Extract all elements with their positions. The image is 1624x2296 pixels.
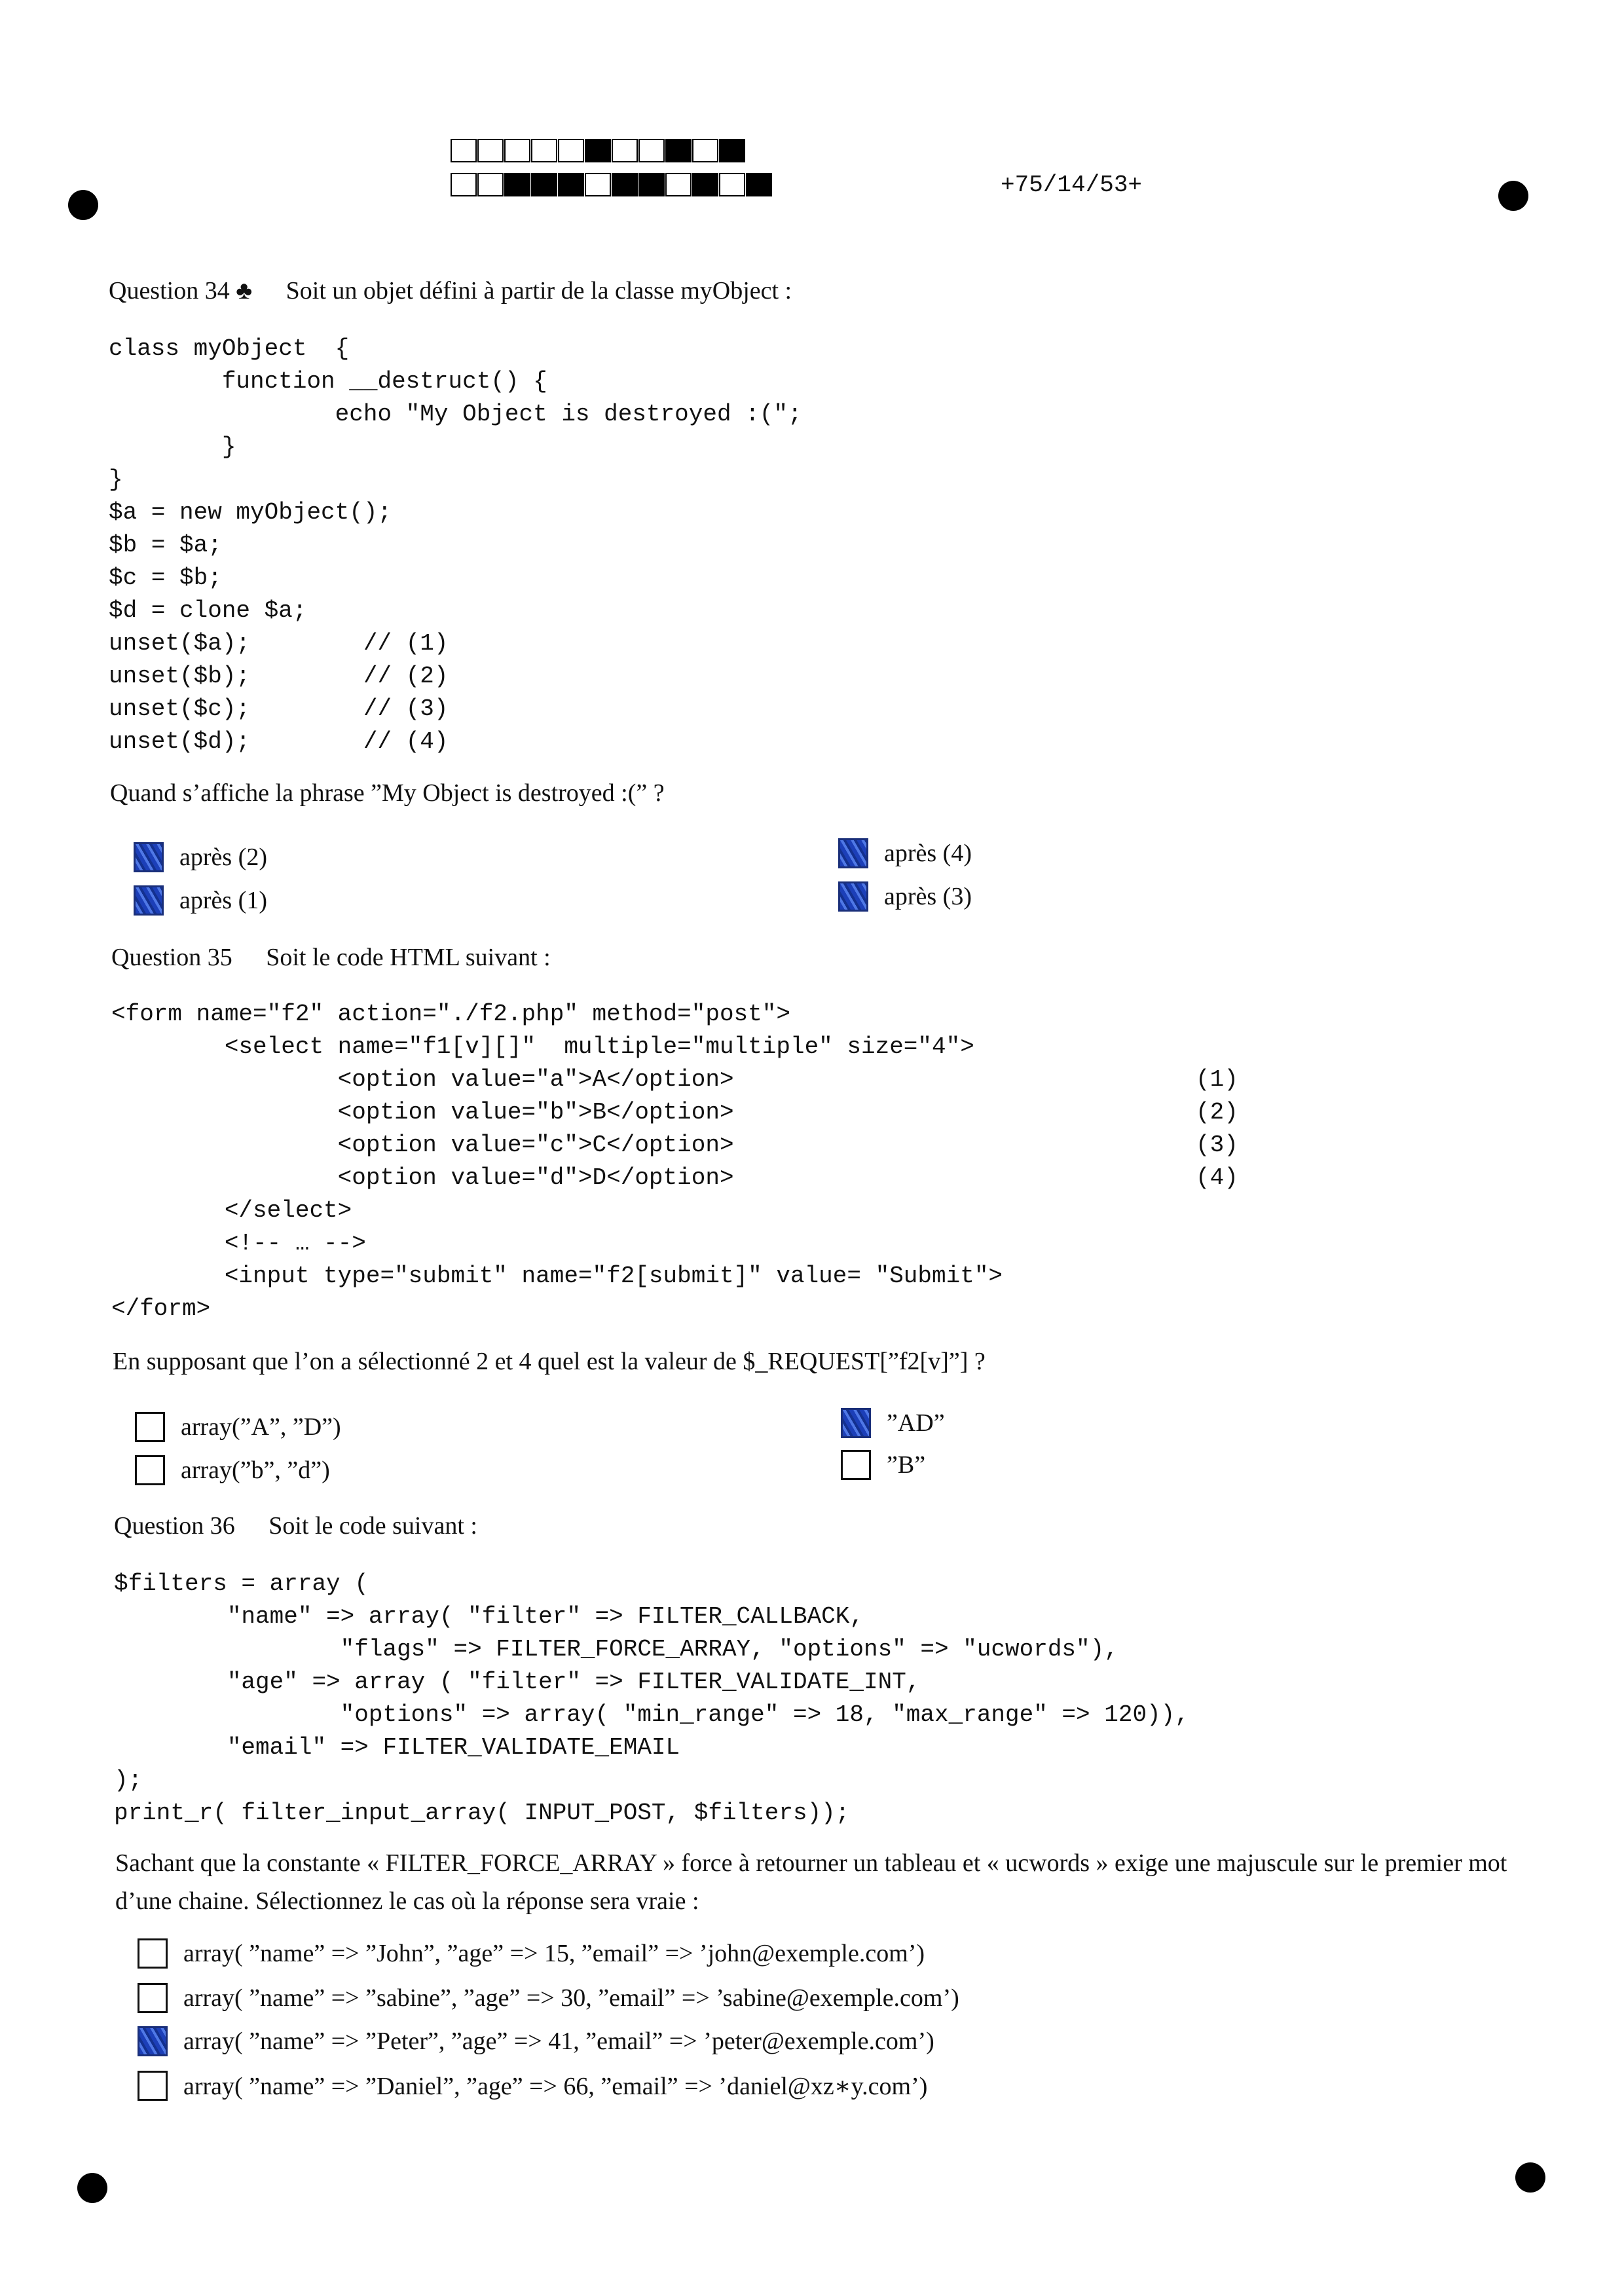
q34-option-2-checkbox[interactable] (134, 885, 164, 916)
barcode-top-cell (504, 139, 530, 162)
barcode-top-cell (665, 139, 692, 162)
q34-option-4[interactable] (838, 881, 972, 912)
q36-option-2-checkbox[interactable] (138, 1983, 168, 2013)
registration-mark-top-right (1498, 181, 1528, 211)
q35-option-3-checkbox[interactable] (841, 1408, 871, 1438)
barcode-top-cell (638, 139, 665, 162)
q36-option-1-label: array( ”name” => ”John”, ”age” => 15, ”email” => ’john@exemple.com’) (183, 1940, 925, 1967)
question-34-prompt: Quand s’affiche la phrase ”My Object is destroyed :(” ? (110, 779, 665, 807)
q35-option-3[interactable] (841, 1408, 945, 1438)
question-35-line-numbers: (1) (2) (3) (4) (1196, 1066, 1238, 1191)
question-34-text: Soit un objet défini à partir de la classe myObject : (286, 277, 792, 305)
registration-mark-bottom-right (1515, 2162, 1545, 2193)
q34-option-3-checkbox[interactable] (838, 838, 868, 868)
q35-option-4-checkbox[interactable] (841, 1450, 871, 1480)
q35-option-1-checkbox[interactable] (135, 1412, 165, 1442)
page-id: +75/14/53+ (1001, 172, 1143, 198)
barcode-bottom (451, 173, 773, 196)
q34-option-1-checkbox[interactable] (134, 842, 164, 872)
q36-option-3-checkbox[interactable] (138, 2026, 168, 2056)
q35-option-1[interactable] (135, 1412, 341, 1442)
q36-option-3[interactable] (138, 2026, 934, 2056)
question-35-text: Soit le code HTML suivant : (266, 944, 551, 971)
barcode-bottom-cell (746, 173, 772, 196)
barcode-top-cell (558, 139, 584, 162)
registration-mark-top-left (68, 190, 98, 220)
barcode-bottom-cell (665, 173, 692, 196)
q36-option-4-label: array( ”name” => ”Daniel”, ”age” => 66, ”email” => ’daniel@xz∗y.com’) (183, 2072, 928, 2100)
q35-option-4[interactable] (841, 1450, 925, 1480)
question-35-header (111, 943, 551, 972)
q34-option-2[interactable] (134, 885, 267, 916)
question-34-label: Question 34 (109, 277, 230, 305)
q34-option-1[interactable] (134, 842, 267, 872)
q35-option-1-label: array(”A”, ”D”) (181, 1413, 341, 1441)
barcode-bottom-cell (612, 173, 638, 196)
question-36-code: $filters = array ( "name" => array( "filter" => FILTER_CALLBACK, "flags" => FILTER_FORCE_ARRAY, "options" => "ucwords"), "age" => array ( "filter" => FILTER_VALIDATE_INT, "options" => array( "min_range" => 18, "max_range" => 120)), "email" => FILTER_VALIDATE_EMAIL ); print_r( filter_input_array( INPUT_POST, $filters)); (114, 1570, 1189, 1826)
q34-option-2-label: après (1) (179, 887, 267, 914)
barcode-bottom-cell (451, 173, 477, 196)
q35-option-2-checkbox[interactable] (135, 1455, 165, 1485)
barcode-top-cell (585, 139, 611, 162)
q35-option-2[interactable] (135, 1455, 330, 1485)
barcode-top (451, 139, 746, 162)
q36-option-1[interactable] (138, 1938, 925, 1969)
barcode-top-cell (692, 139, 718, 162)
question-35-label: Question 35 (111, 944, 232, 971)
barcode-top-cell (719, 139, 745, 162)
question-36-label: Question 36 (114, 1512, 235, 1540)
barcode-bottom-cell (477, 173, 504, 196)
question-36-text: Soit le code suivant : (268, 1512, 477, 1540)
q36-option-4[interactable] (138, 2071, 927, 2101)
barcode-bottom-cell (638, 173, 665, 196)
question-34-header (109, 276, 792, 305)
q36-option-4-checkbox[interactable] (138, 2071, 168, 2101)
question-35-code: <form name="f2" action="./f2.php" method="post"> <select name="f1[v][]" multiple="multiple" size="4"> <option value="a">A</option> <option value="b">B</option> <option value="c">C</option> <option value="d">D</option> </select> <!-- … --> <input type="submit" name="f2[submit]" value= "Submit"> </form> (111, 1001, 1003, 1322)
barcode-bottom-cell (585, 173, 611, 196)
question-35-prompt: En supposant que l’on a sélectionné 2 et 4 quel est la valeur de $_REQUEST[”f2[v]”] ? (113, 1348, 986, 1375)
q35-option-2-label: array(”b”, ”d”) (181, 1456, 330, 1484)
registration-mark-bottom-left (77, 2173, 107, 2203)
barcode-bottom-cell (692, 173, 718, 196)
club-icon: ♣ (236, 277, 253, 305)
barcode-top-cell (477, 139, 504, 162)
barcode-bottom-cell (558, 173, 584, 196)
q36-option-1-checkbox[interactable] (138, 1938, 168, 1969)
q34-option-3[interactable] (838, 838, 972, 868)
barcode-bottom-cell (531, 173, 557, 196)
q36-option-2[interactable] (138, 1983, 959, 2013)
q36-option-2-label: array( ”name” => ”sabine”, ”age” => 30, ”email” => ’sabine@exemple.com’) (183, 1984, 959, 2012)
barcode-bottom-cell (504, 173, 530, 196)
question-34-code: class myObject { function __destruct() { echo "My Object is destroyed :("; } } $a = new myObject(); $b = $a; $c = $b; $d = clone $a; unset($a); // (1) unset($b); // (2) unset($c); // (3) unset($d); // (4) (109, 335, 802, 755)
q34-option-4-label: après (3) (884, 883, 972, 910)
question-36-prompt: Sachant que la constante « FILTER_FORCE_ARRAY » force à retourner un tableau et « ucwords » exige une majuscule sur le premier mot d’une chaine. Sélectionnez le cas où la réponse sera vraie : (115, 1849, 1507, 1915)
barcode-top-cell (612, 139, 638, 162)
q34-option-4-checkbox[interactable] (838, 881, 868, 912)
q34-option-1-label: après (2) (179, 843, 267, 871)
barcode-top-cell (451, 139, 477, 162)
q35-option-3-label: ”AD” (887, 1409, 945, 1437)
q36-option-3-label: array( ”name” => ”Peter”, ”age” => 41, ”email” => ’peter@exemple.com’) (183, 2028, 934, 2055)
barcode-bottom-cell (719, 173, 745, 196)
q34-option-3-label: après (4) (884, 840, 972, 867)
question-36-header (114, 1511, 477, 1540)
q35-option-4-label: ”B” (887, 1451, 926, 1479)
barcode-top-cell (531, 139, 557, 162)
